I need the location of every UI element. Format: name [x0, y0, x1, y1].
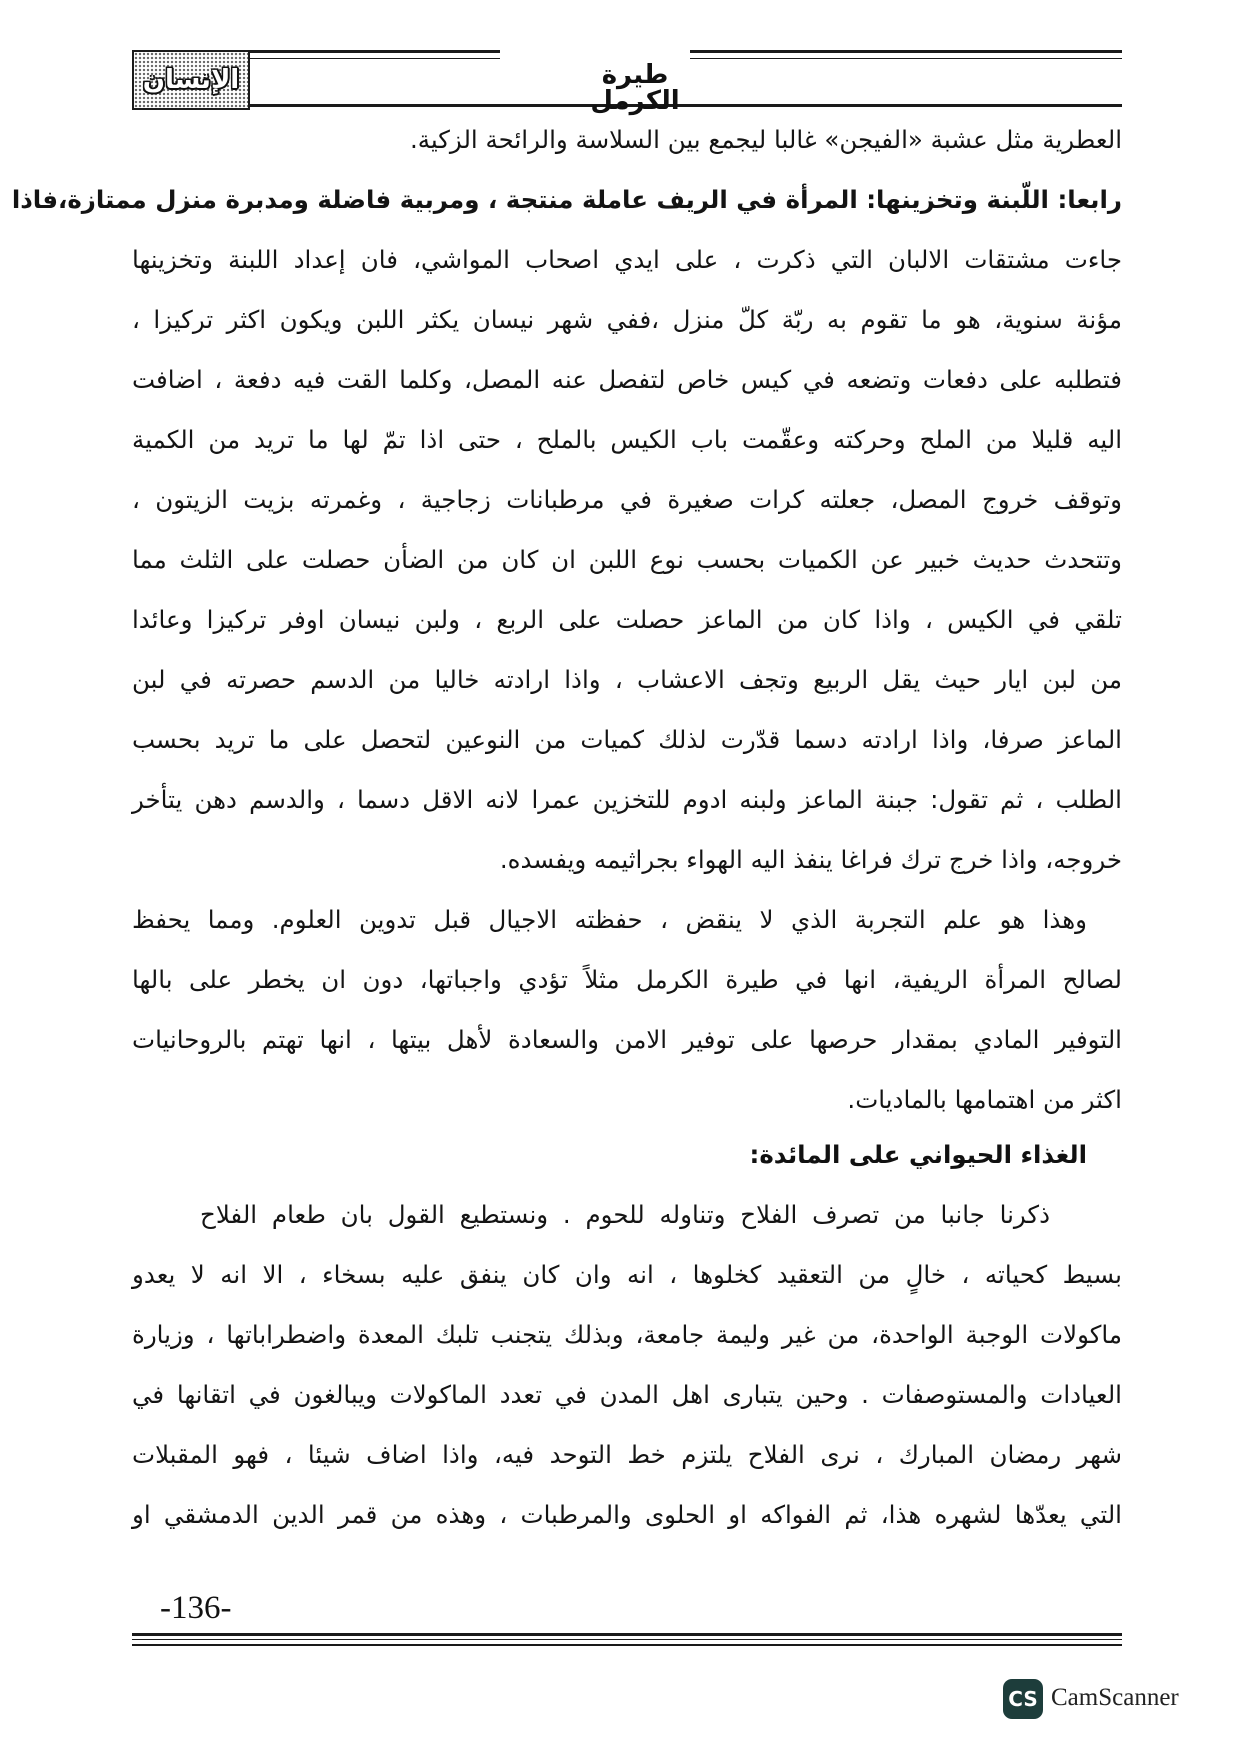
footer-rule-top [132, 1633, 1122, 1636]
body-line: الماعز صرفا، واذا ارادته دسما قدّرت لذلك كميات من النوعين لتحصل على ما تريد بحسب [132, 725, 1122, 754]
footer-rule-middle [132, 1639, 1122, 1640]
body-line: رابعا: اللّبنة وتخزينها: المرأة في الريف عاملة منتجة ، ومربية فاضلة ومدبرة منزل ممتازة،فاذا [11, 185, 1122, 214]
body-line: وتوقف خروج المصل، جعلته كرات صغيرة في مرطبانات زجاجية ، وغمرته بزيت الزيتون ، [132, 485, 1122, 514]
body-line: وهذا هو علم التجربة الذي لا ينقض ، حفظته الاجيال قبل تدوين العلوم. ومما يحفظ [132, 905, 1087, 934]
body-line: بسيط كحياته ، خالٍ من التعقيد كخلوها ، انه وان كان ينفق عليه بسخاء ، الا انه لا يعدو [132, 1260, 1122, 1289]
body-line: العيادات والمستوصفات . وحين يتبارى اهل المدن في تعدد الماكولات ويبالغون في اتقانها في [132, 1380, 1122, 1409]
camscanner-logo [1003, 1679, 1043, 1719]
header-rule-right-bottom [690, 58, 1122, 59]
body-line: من لبن ايار حيث يقل الربيع وتجف الاعشاب ، واذا ارادته خاليا من الدسم حصرته في لبن [132, 665, 1122, 694]
body-line: تلقي في الكيس ، واذا كان من الماعز حصلت على الربع ، ولبن نيسان اوفر تركيزا وعائدا [132, 605, 1122, 634]
body-line: التوفير المادي بمقدار حرصها على توفير الامن والسعادة لأهل بيتها ، انها تهتم بالروحانيات [132, 1025, 1122, 1054]
running-head-title: طيرة الكرمل [590, 60, 680, 116]
chapter-badge-text: الإنسان [142, 65, 240, 95]
camscanner-logo-text: CS [1008, 1687, 1038, 1711]
body-line: وتتحدث حديث خبير عن الكميات بحسب نوع اللبن ان كان من الضأن حصلت على الثلث مما [132, 545, 1122, 574]
body-line: ماكولات الوجبة الواحدة، من غير وليمة جامعة، وبذلك يتجنب تلبك المعدة واضطراباتها ، وزيارة [132, 1320, 1122, 1349]
body-line: لصالح المرأة الريفية، انها في طيرة الكرمل مثلاً تؤدي واجباتها، دون ان يخطر على بالها [132, 965, 1122, 994]
body-line: مؤنة سنوية، هو ما تقوم به ربّة كلّ منزل ،ففي شهر نيسان يكثر اللبن ويكون اكثر تركيزا ، [132, 305, 1122, 334]
body-line: جاءت مشتقات الالبان التي ذكرت ، على ايدي اصحاب المواشي، فان إعداد اللبنة وتخزينها [132, 245, 1122, 274]
body-line: فتطلبه على دفعات وتضعه في كيس خاص لتفصل عنه المصل، وكلما القت فيه دفعة ، اضافت [132, 365, 1122, 394]
body-line: شهر رمضان المبارك ، نرى الفلاح يلتزم خط التوحد فيه، واذا اضاف شيئا ، فهو المقبلات [132, 1440, 1122, 1469]
page-number: -136- [160, 1590, 232, 1626]
body-line: التي يعدّها لشهره هذا، ثم الفواكه او الحلوى والمرطبات ، وهذه من قمر الدين الدمشقي او [132, 1500, 1122, 1529]
body-line: العطرية مثل عشبة «الفيجن» غالبا ليجمع بين السلاسة والرائحة الزكية. [409, 125, 1122, 154]
header-rule-left-top [250, 50, 500, 53]
section-subheading: الغذاء الحيواني على المائدة: [749, 1140, 1087, 1169]
chapter-badge [132, 50, 250, 110]
body-line: الطلب ، ثم تقول: جبنة الماعز ولبنه ادوم للتخزين عمرا لانه الاقل دسما ، والدسم دهن يتأخر [132, 785, 1122, 814]
body-line: اليه قليلا من الملح وحركته وعقّمت باب الكيس بالملح ، حتى اذا تمّ لها ما تريد من الكمية [132, 425, 1122, 454]
body-line: ذكرنا جانبا من تصرف الفلاح وتناوله للحوم . ونستطيع القول بان طعام الفلاح [200, 1200, 1050, 1229]
header-rule-right-top [690, 50, 1122, 53]
camscanner-brand: CamScanner [1051, 1684, 1179, 1711]
body-line: اكثر من اهتمامها بالماديات. [847, 1085, 1122, 1114]
body-line: خروجه، واذا خرج ترك فراغا ينفذ اليه الهواء بجراثيمه ويفسده. [499, 845, 1122, 874]
footer-rule-bottom [132, 1644, 1122, 1646]
header-rule-left-bottom [250, 58, 500, 59]
